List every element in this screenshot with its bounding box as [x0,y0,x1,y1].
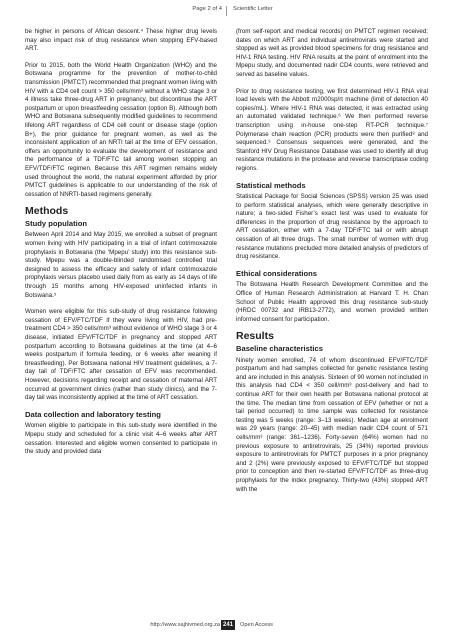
journal-url-link[interactable]: http://www.sajhivmed.org.za [150,622,220,628]
page-number-badge: 241 [222,622,233,628]
paragraph: Statistical Package for Social Sciences (SPSS) version 25 was used to perform statistical analyses, which were generally descriptive in nature; a two-sided Fisher’s exact test was used to evaluate for differences in the proportion of drug resistance by the approach to ART cessation, either with a 7-day TDF/FTC tail or with abrupt cessation of all three drugs. The small number of women with drug resistance mutations precluded more detailed analysis of predictors of drug resistance. [236,193,428,261]
paragraph: Women were eligible for this sub-study of drug resistance following cessation of EFV/FTC/TDF if they were living with HIV, had pre-treatment CD4 > 350 cells/mm³ without evidence of WHO stage 3 or 4 disease, initiated EFV/FTC/TDF in pregnancy and stopped ART postpartum according to Botswana guidelines at the time (at 4–6 weeks postpartum if formula feeding, or 6 weeks after weaning if breastfeeding). Per Botswana national HIV treatment guidelines, a 7-day tail of TDF/FTC after cessation of EFV was recommended. However, decisions regarding receipt and cessation of maternal ART occurred at government clinics (rather than study clinics), and the 7-day tail was inconsistently applied at the time of ART cessation. [25,308,217,402]
open-access-label: Open Access [240,622,273,628]
paragraph: Ninety women enrolled, 74 of whom discontinued EFV/FTC/TDF postpartum and had samples collected for genetic resistance testing and are included in this analysis. Sixteen of 90 women not included in this analysis had CD4 < 350 cell/mm³ post-delivery and had to continue ART for their own health per Botswana national protocol at the time. The median time from cessation of EFV (whether or not a tail period occurred) to time sample was collected for resistance testing was 5 weeks (range: 3–13 weeks). Median age at enrolment was 29 years (range: 20–45) with median nadir CD4 count of 571 cells/mm³ (range: 361–1236). Forty-seven (64%) women had no previous exposure to antiretrovirals, 25 (34%) reported previous exposure to antiretrovirals for PMTCT purposes in a prior pregnancy and 2 (2%) were previously exposed to EFV/FTC/TDF but stopped prior to conception and then re-started EFV/FTC/TDF as three-drug prophylaxis for the index pregnancy. Thirty-two (43%) stopped ART with the [236,356,428,493]
left-column [25,28,217,465]
header-divider [226,6,227,16]
paragraph: Prior to 2015, both the World Health Organization (WHO) and the Botswana programme for the prevention of mother-to-child transmission (PMTCT) recommended that pregnant women living with HIV with a CD4 cell count > 350 cells/mm³ without a WHO stage 3 or 4 illness take three-drug ART in pregnancy, but discontinue the ART postpartum or upon breastfeeding cessation (option B). Although both WHO and Botswana subsequently modified guidelines to recommend lifelong ART regardless of CD4 cell count or disease stage (option B+), the prior guidance for pregnant women, as well as the inconsistent application of an NRTI tail at the time of EFV cessation, offers an opportunity to evaluate the development of resistance and the performance of a TDF/FTC tail among women stopping an EFV/TDF/FTC regimen. Because this ART regimen remains widely used throughout the world, the natural experiment afforded by prior PMTCT guidelines is applicable to our understanding of the risk of cessation of NNRTI-based regimens generally. [25,61,217,198]
paragraph: Between April 2014 and May 2015, we enrolled a subset of pregnant women living with HIV participating in a trial of infant cotrimoxazole prophylaxis in Botswana (the ‘Mpepu’ study) into this resistance sub-study. Mpepu was a double-blinded randomised controlled trial designed to assess the efficacy and safety of infant cotrimoxazole prophylaxis versus placebo used daily from as early as 14 days of life through 15 months among HIV-exposed uninfected infants in Botswana.⁵ [25,231,217,299]
paragraph: (from self-report and medical records) on PMTCT regimen received; dates on which ART and individual antiretrovirals were started and stopped as well as provided blood specimens for drug resistance and HIV-1 RNA testing. HIV RNA results at the point of enrolment into the Mpepu study, and documented nadir CD4 counts, were retrieved and served as baseline values. [236,28,428,78]
paragraph: Prior to drug resistance testing, we first determined HIV-1 RNA viral load levels with the Abbott m2000sp/rt machine (limit of detection 40 copies/mL). Where HIV-1 RNA was detected, it was extracted using an automated validated technique.⁶ We then performed reverse transcription using in-house one-step RT-PCR technique.⁷ Polymerase chain reaction (PCR) products were then purified⁸ and sequenced.⁹ Consensus sequences were generated, and the Stanford HIV Drug Resistance Database was used to identify all drug resistance mutations in the protease and reverse transcriptase coding regions. [236,87,428,172]
page-label: Page 2 of 4 [192,6,222,12]
paragraph: Women eligible to participate in this sub-study were identified in the Mpepu study and scheduled for a clinic visit 4–6 weeks after ART cessation. Interested and eligible women consented to participate in the study and provided data [25,422,217,456]
ethical-considerations-heading: Ethical considerations [236,268,318,278]
data-collection-heading: Data collection and laboratory testing [25,409,161,419]
page-footer [0,620,453,634]
paragraph: The Botswana Health Research Development Committee and the Office of Human Research Administration at Harvard T. H. Chan School of Public Health approved this drug resistance sub-study (HRDC 00732 and IRB13-2772), and women provided written informed consent for participation. [236,281,428,323]
study-population-heading: Study population [25,218,88,228]
results-heading: Results [236,330,274,343]
right-column [236,28,428,502]
journal-label: Scientific Letter [233,6,273,12]
baseline-heading: Baseline characteristics [236,344,323,353]
statistical-methods-heading: Statistical methods [236,180,306,190]
paragraph: be higher in persons of African descent.⁴ These higher drug levels may also impact risk of drug resistance when stopping EFV-based ART. [25,28,217,53]
page-header [0,6,453,20]
methods-heading: Methods [25,205,69,218]
